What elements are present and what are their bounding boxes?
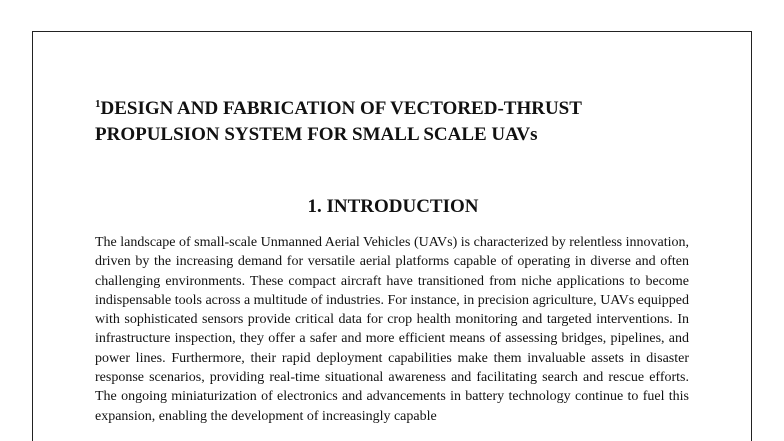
document-page <box>32 31 752 441</box>
paper-title <box>95 96 695 148</box>
section-heading: 1. INTRODUCTION <box>307 196 479 217</box>
introduction-paragraph: The landscape of small-scale Unmanned Aerial Vehicles (UAVs) is characterized by relentless innovation, driven by the increasing demand for versatile aerial platforms capable of operating in diverse and often challenging environments. These compact aircraft have transitioned from niche applications to become indispensable tools across a multitude of industries. For instance, in precision agriculture, UAVs equipped with sophisticated sensors provide critical data for crop health monitoring and targeted interventions. In infrastructure inspection, they offer a safer and more efficient means of assessing bridges, pipelines, and power lines. Furthermore, their rapid deployment capabilities make them invaluable assets in disaster response scenarios, providing real-time situational awareness and facilitating search and rescue efforts. The ongoing miniaturization of electronics and advancements in battery technology continue to fuel this expansion, enabling the development of increasingly capable <box>95 235 689 424</box>
paper-title-text: DESIGN AND FABRICATION OF VECTORED-THRUST PROPULSION SYSTEM FOR SMALL SCALE UAVs <box>95 98 582 145</box>
title-footnote-mark: 1 <box>95 98 101 110</box>
